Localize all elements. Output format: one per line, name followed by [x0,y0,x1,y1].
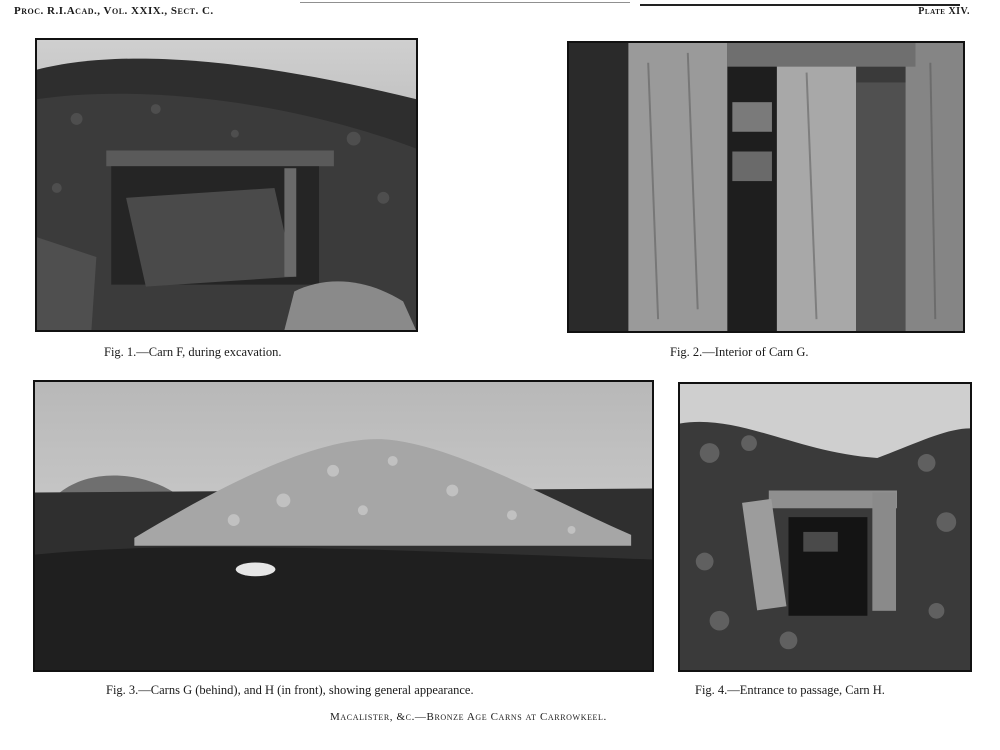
figure-1-caption: Fig. 1.—Carn F, during excavation. [104,345,282,359]
header-rule-left [300,2,630,3]
figure-3-caption: Fig. 3.—Carns G (behind), and H (in front), showing general appearance. [106,683,474,697]
plate-number: Plate XIV. [918,6,970,17]
header-rule-right [640,4,960,6]
figure-2-photo [567,41,965,333]
plate-footer-title: Macalister, &c.—Bronze Age Carns at Carrowkeel. [330,711,607,723]
journal-header: Proc. R.I.Acad., Vol. XXIX., Sect. C. [14,5,214,17]
figure-1-photo [35,38,418,332]
figure-4-photo [678,382,972,672]
figure-2-caption: Fig. 2.—Interior of Carn G. [670,345,809,359]
figure-3-photo [33,380,654,672]
figure-4-caption: Fig. 4.—Entrance to passage, Carn H. [695,683,885,697]
